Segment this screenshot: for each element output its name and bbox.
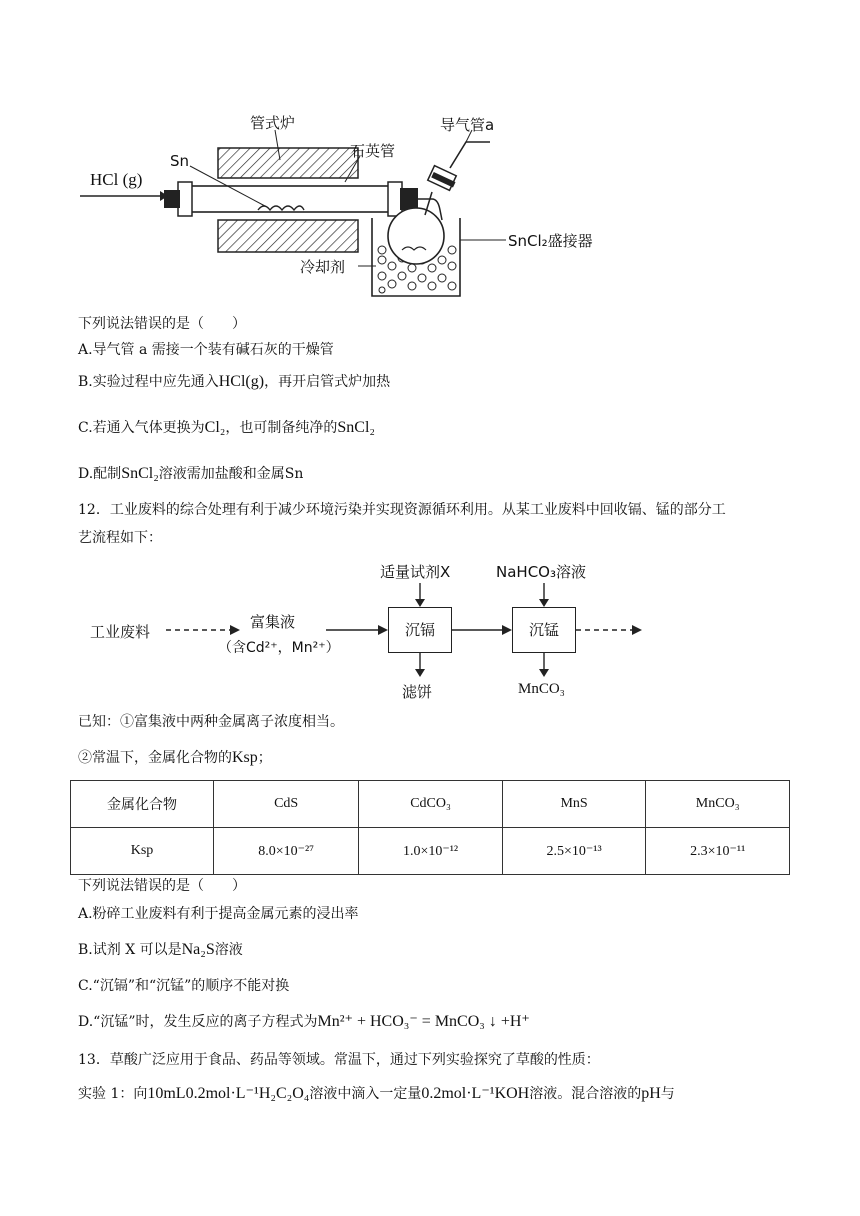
- q11-option-b: B.实验过程中应先通入HCl(g)，再开启管式炉加热: [78, 373, 391, 390]
- table-cell: 1.0×10⁻¹²: [359, 828, 503, 875]
- q12-option-c: C.“沉镉”和“沉锰”的顺序不能对换: [78, 978, 290, 994]
- table-cell: 2.5×10⁻¹³: [502, 828, 646, 875]
- table-header: MnCO₃: [646, 781, 790, 828]
- hcl-label: HCl (g): [90, 170, 143, 189]
- table-header: 金属化合物: [71, 781, 214, 828]
- apparatus-drawing: [80, 100, 600, 310]
- flow-box-mn-precipitation: 沉锰: [512, 607, 576, 653]
- table-cell: 8.0×10⁻²⁷: [214, 828, 359, 875]
- process-flowchart: [80, 555, 650, 703]
- flow-rich-liquid: 富集液: [250, 613, 296, 631]
- table-header: CdCO₃: [359, 781, 503, 828]
- ksp-table: [70, 780, 790, 875]
- table-header: MnS: [502, 781, 646, 828]
- receiver-label: SnCl₂盛接器: [508, 232, 593, 250]
- q12-known-1: 已知：①富集液中两种金属离子浓度相当。: [78, 714, 344, 730]
- table-cell: Ksp: [71, 828, 214, 875]
- flow-filter-cake: 滤饼: [402, 683, 433, 701]
- furnace-label: 管式炉: [250, 114, 296, 132]
- q11-option-c: C.若通入气体更换为Cl₂，也可制备纯净的SnCl₂: [78, 419, 375, 436]
- quartz-tube-label: 石英管: [350, 142, 396, 160]
- furnace-top: [218, 148, 358, 178]
- flow-mnco3: MnCO₃: [518, 681, 565, 697]
- q12-question: 下列说法错误的是（ ）: [78, 878, 246, 894]
- coolant-label: 冷却剂: [300, 258, 346, 276]
- q12-option-a: A.粉碎工业废料有利于提高金属元素的浸出率: [78, 906, 359, 922]
- q11-option-a: A.导气管 a 需接一个装有碱石灰的干燥管: [78, 342, 334, 358]
- table-cell: 2.3×10⁻¹¹: [646, 828, 790, 875]
- q11-option-d: D.配制SnCl₂溶液需加盐酸和金属Sn: [78, 465, 304, 482]
- quartz-tube: [190, 186, 390, 212]
- sn-label: Sn: [170, 152, 190, 170]
- flow-rich-ions: （含Cd²⁺，Mn²⁺）: [218, 640, 340, 656]
- table-header: CdS: [214, 781, 359, 828]
- q12-known-2: ②常温下，金属化合物的Ksp；: [78, 749, 272, 766]
- q13-experiment-1: 实验 1：向10mL0.2mol·L⁻¹H₂C₂O₄溶液中滴入一定量0.2mol·L⁻¹KOH溶液。混合溶液的pH与: [78, 1085, 675, 1102]
- furnace-bottom: [218, 220, 358, 252]
- q11-stem: 下列说法错误的是（ ）: [78, 316, 246, 332]
- q12-option-b: B.试剂 X 可以是Na₂S溶液: [78, 941, 243, 958]
- flow-reagent-x: 适量试剂X: [380, 563, 451, 581]
- flow-nahco3: NaHCO₃溶液: [496, 563, 586, 581]
- q12-stem-line2: 艺流程如下：: [78, 530, 162, 546]
- q12-stem-line1: 12．工业废料的综合处理有利于减少环境污染并实现资源循环利用。从某工业废料中回收镉、锰的部分工: [78, 502, 726, 518]
- flow-box-cd-precipitation: 沉镉: [388, 607, 452, 653]
- apparatus-diagram: [80, 100, 600, 310]
- receiver-flask: [388, 208, 444, 264]
- flow-waste: 工业废料: [90, 623, 151, 641]
- q12-option-d: D.“沉锰”时，发生反应的离子方程式为Mn²⁺ + HCO₃⁻ = MnCO₃ ↓ +H⁺: [78, 1013, 530, 1030]
- table-header-row: [71, 781, 790, 828]
- gas-tube-label: 导气管a: [440, 116, 495, 134]
- table-row: [71, 828, 790, 875]
- q13-stem: 13．草酸广泛应用于食品、药品等领域。常温下，通过下列实验探究了草酸的性质：: [78, 1052, 600, 1068]
